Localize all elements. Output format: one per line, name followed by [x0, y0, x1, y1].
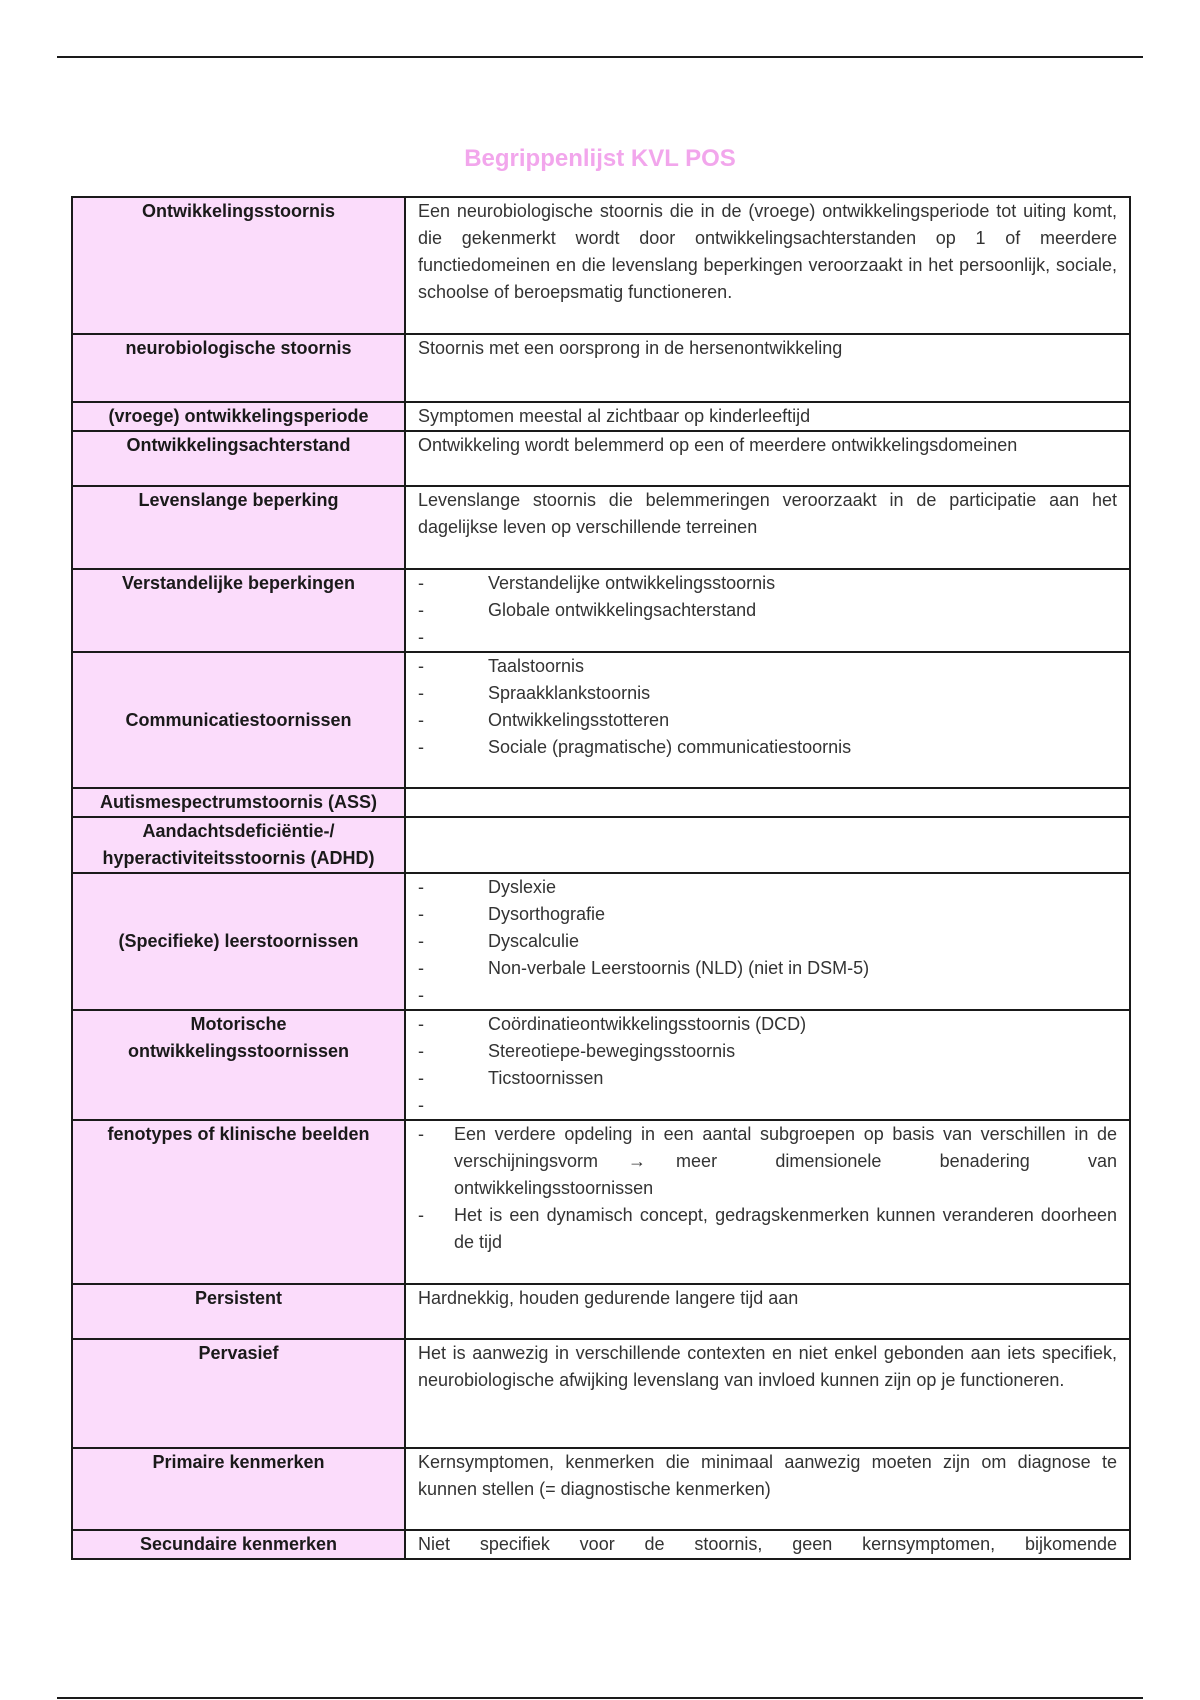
definition-cell: Hardnekkig, houden gedurende langere tijd aan — [405, 1284, 1130, 1339]
definition-cell: Stoornis met een oorsprong in de hersenontwikkeling — [405, 334, 1130, 402]
table-row — [72, 569, 1130, 652]
list-item: - — [418, 1095, 424, 1115]
term-cell: (Specifieke) leerstoornissen — [72, 873, 405, 1010]
term-cell: Verstandelijke beperkingen — [72, 569, 405, 652]
table-row — [72, 1448, 1130, 1530]
arrow-right-icon: → — [628, 1151, 647, 1171]
footer-rule — [57, 1697, 1143, 1699]
term-cell: Ontwikkelingsstoornis — [72, 197, 405, 334]
list-item: - — [418, 627, 424, 647]
list-item: - Globale ontwikkelingsachterstand — [418, 600, 757, 620]
table-row — [72, 197, 1130, 334]
list-item: - Een verdere opdeling in een aantal subgroepen op basis van verschillen in de verschijningsvorm → meer dimensionele benadering van ontwikkelingsstoornissen — [418, 1124, 1117, 1198]
term-cell: fenotypes of klinische beelden — [72, 1120, 405, 1284]
list-item: - Non-verbale Leerstoornis (NLD) (niet in DSM-5) — [418, 958, 870, 978]
definition-cell — [405, 569, 1130, 652]
definition-cell — [405, 1010, 1130, 1120]
definition-cell: Een neurobiologische stoornis die in de (vroege) ontwikkelingsperiode tot uiting komt, die gekenmerkt wordt door ontwikkelingsachterstanden op 1 of meerdere functiedomeinen en die levenslang beperkingen veroorzaakt in het persoonlijk, sociale, schoolse of beroepsmatig functioneren. — [405, 197, 1130, 334]
table-row — [72, 334, 1130, 402]
term-cell: Motorische ontwikkelingsstoornissen — [72, 1010, 405, 1120]
term-cell: Persistent — [72, 1284, 405, 1339]
list-item: - Ticstoornissen — [418, 1068, 604, 1088]
definition-cell: Niet specifiek voor de stoornis, geen kernsymptomen, bijkomende — [405, 1530, 1130, 1559]
table-row — [72, 1339, 1130, 1448]
table-row — [72, 402, 1130, 431]
list-item: - Spraakklankstoornis — [418, 683, 651, 703]
table-row — [72, 1284, 1130, 1339]
term-cell: Pervasief — [72, 1339, 405, 1448]
list-item: - Sociale (pragmatische) communicatiestoornis — [418, 737, 852, 757]
definition-cell: Kernsymptomen, kenmerken die minimaal aanwezig moeten zijn om diagnose te kunnen stellen (= diagnostische kenmerken) — [405, 1448, 1130, 1530]
term-cell: Communicatiestoornissen — [72, 652, 405, 788]
term-cell: Levenslange beperking — [72, 486, 405, 569]
table-row — [72, 1120, 1130, 1284]
table-row — [72, 1010, 1130, 1120]
list-item: - Taalstoornis — [418, 656, 585, 676]
table-row — [72, 873, 1130, 1010]
list-item: - Dyslexie — [418, 877, 557, 897]
term-cell: Aandachtsdeficiëntie-/ hyperactiviteitsstoornis (ADHD) — [72, 817, 405, 873]
list-item: - Dyscalculie — [418, 931, 580, 951]
definition-cell — [405, 817, 1130, 873]
definition-cell — [405, 652, 1130, 788]
list-item: - Coördinatieontwikkelingsstoornis (DCD) — [418, 1014, 807, 1034]
list-item: - Ontwikkelingsstotteren — [418, 710, 670, 730]
definition-cell: Levenslange stoornis die belemmeringen veroorzaakt in de participatie aan het dagelijkse leven op verschillende terreinen — [405, 486, 1130, 569]
glossary-table — [71, 196, 1131, 1560]
list-item: - Dysorthografie — [418, 904, 606, 924]
definition-cell: Ontwikkeling wordt belemmerd op een of meerdere ontwikkelingsdomeinen — [405, 431, 1130, 486]
definition-cell: Het is aanwezig in verschillende contexten en niet enkel gebonden aan iets specifiek, neurobiologische afwijking levenslang van invloed kunnen zijn op je functioneren. — [405, 1339, 1130, 1448]
table-row — [72, 652, 1130, 788]
table-row — [72, 817, 1130, 873]
term-cell: neurobiologische stoornis — [72, 334, 405, 402]
table-row — [72, 486, 1130, 569]
list-item: - — [418, 985, 424, 1005]
definition-cell — [405, 1120, 1130, 1284]
term-cell: Primaire kenmerken — [72, 1448, 405, 1530]
definition-cell — [405, 788, 1130, 817]
table-row — [72, 431, 1130, 486]
list-item: - Stereotiepe-bewegingsstoornis — [418, 1041, 736, 1061]
definition-cell — [405, 873, 1130, 1010]
document-title: Begrippenlijst KVL POS — [464, 145, 736, 172]
table-row — [72, 1530, 1130, 1559]
header-rule — [57, 56, 1143, 58]
definition-cell: Symptomen meestal al zichtbaar op kinderleeftijd — [405, 402, 1130, 431]
list-item: - Verstandelijke ontwikkelingsstoornis — [418, 573, 776, 593]
term-cell: Ontwikkelingsachterstand — [72, 431, 405, 486]
term-cell: Autismespectrumstoornis (ASS) — [72, 788, 405, 817]
term-cell: Secundaire kenmerken — [72, 1530, 405, 1559]
term-cell: (vroege) ontwikkelingsperiode — [72, 402, 405, 431]
list-item: - Het is een dynamisch concept, gedragskenmerken kunnen veranderen doorheen de tijd — [418, 1205, 1117, 1252]
table-row — [72, 788, 1130, 817]
